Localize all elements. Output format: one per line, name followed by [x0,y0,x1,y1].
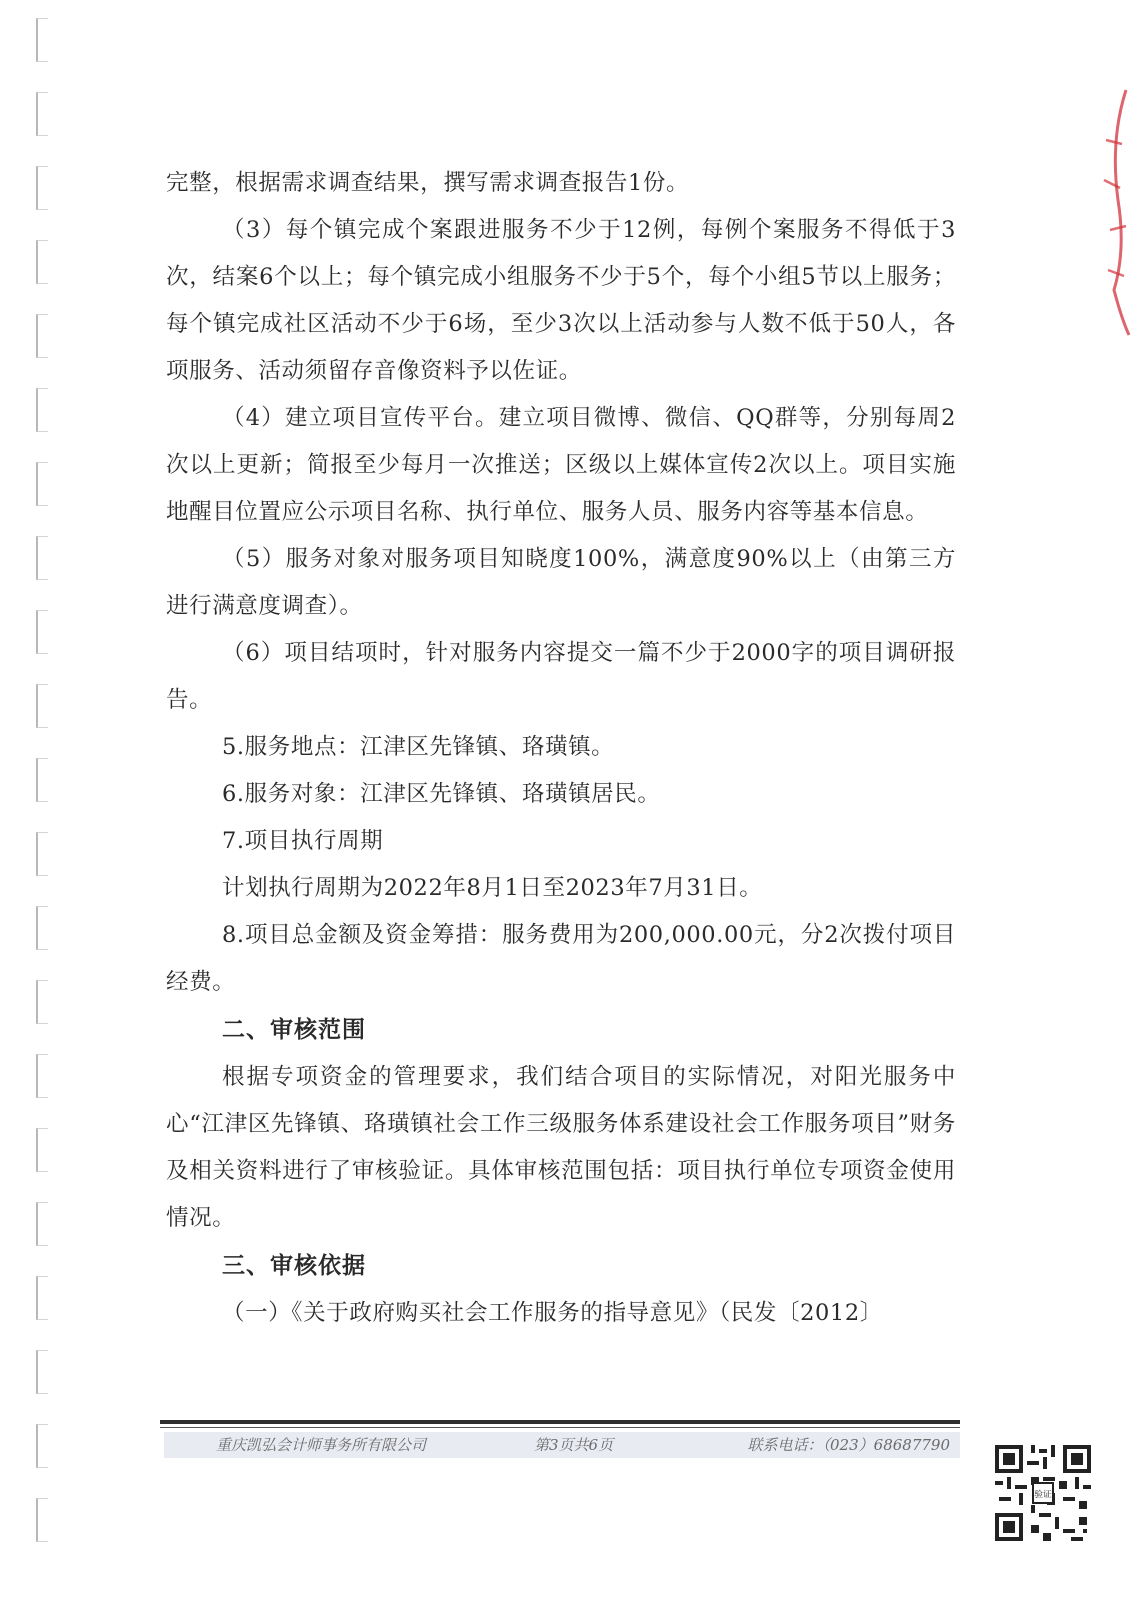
paragraph: 5.服务地点：江津区先锋镇、珞璜镇。 [222,734,615,760]
binding-hole [36,1498,48,1542]
footer-page-number: 第3页共6页 [534,1436,614,1454]
binding-hole [36,388,48,432]
binding-hole [36,906,48,950]
binding-hole [36,536,48,580]
binding-hole [36,1424,48,1468]
binding-hole [36,314,48,358]
binding-hole [36,684,48,728]
paragraph: （6）项目结项时，针对服务内容提交一篇不少于2000字的项目调研报告。 [166,640,956,713]
paragraph: 6.服务对象：江津区先锋镇、珞璜镇居民。 [222,781,661,807]
binding-hole [36,1350,48,1394]
binding-hole [36,1054,48,1098]
binding-hole [36,610,48,654]
binding-hole [36,240,48,284]
footer-contact: 联系电话：（023）68687790 [747,1436,950,1454]
footer-company: 重庆凯弘会计师事务所有限公司 [216,1436,427,1454]
paragraph: 7.项目执行周期 [222,828,384,854]
binding-hole [36,92,48,136]
paragraph: （3）每个镇完成个案跟进服务不少于12例，每例个案服务不得低于3次，结案6个以上；每个镇完成小组服务不少于5个，每个小组5节以上服务；每个镇完成社区活动不少于6场，至少3次以上活动参与人数不低于50人，各项服务、活动须留存音像资料予以佐证。 [166,217,956,384]
paragraph: 根据专项资金的管理要求，我们结合项目的实际情况，对阳光服务中心“江津区先锋镇、珞璜镇社会工作三级服务体系建设社会工作服务项目”财务及相关资料进行了审核验证。具体审核范围包括：项目执行单位专项资金使用情况。 [166,1064,956,1231]
paragraph: （一）《关于政府购买社会工作服务的指导意见》（民发〔2012〕 [222,1300,883,1326]
binding-hole [36,166,48,210]
binding-hole [36,1276,48,1320]
page-footer [160,1420,960,1460]
binding-hole [36,980,48,1024]
paragraph: 完整，根据需求调查结果，撰写需求调查报告1份。 [166,170,690,196]
binding-hole [36,1128,48,1172]
paragraph: 8.项目总金额及资金筹措：服务费用为200,000.00元，分2次拨付项目经费。 [166,922,956,995]
document-body [166,160,956,1337]
section-heading-scope: 二、审核范围 [222,1017,366,1043]
qr-label: 验证 [1034,1490,1052,1500]
section-heading-basis: 三、审核依据 [222,1253,366,1279]
binding-hole [36,758,48,802]
binding-hole [36,832,48,876]
footer-rule [160,1420,960,1424]
paragraph: 计划执行周期为2022年8月1日至2023年7月31日。 [222,875,763,901]
paragraph: （4）建立项目宣传平台。建立项目微博、微信、QQ群等，分别每周2次以上更新；简报至少每月一次推送；区级以上媒体宣传2次以上。项目实施地醒目位置应公示项目名称、执行单位、服务人员、服务内容等基本信息。 [166,405,956,525]
binding-margin [30,0,60,1600]
seal-stamp-edge [1096,80,1131,340]
footer-rule [160,1427,960,1428]
qr-code-icon [995,1445,1091,1541]
binding-hole [36,18,48,62]
binding-hole [36,462,48,506]
paragraph: （5）服务对象对服务项目知晓度100%，满意度90%以上（由第三方进行满意度调查）。 [166,546,956,619]
binding-hole [36,1202,48,1246]
footer-bar [164,1432,960,1458]
